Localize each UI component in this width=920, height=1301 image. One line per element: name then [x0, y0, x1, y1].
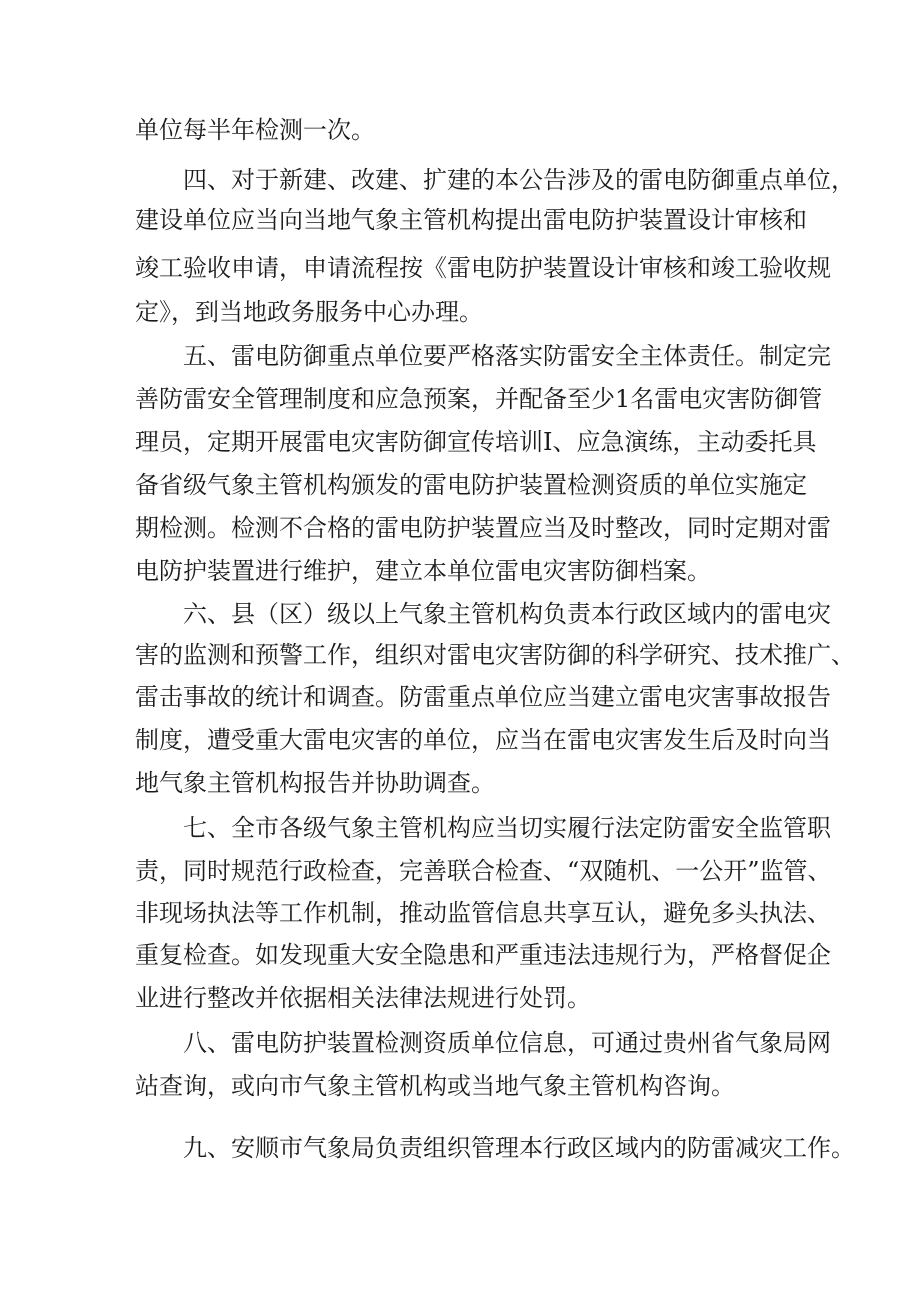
text-line: 责，同时规范行政检查，完善联合检查、“双随机、一公开”监管、 — [135, 857, 832, 885]
text-line: 四、对于新建、改建、扩建的本公告涉及的雷电防御重点单位， — [183, 166, 855, 194]
text-line: 电防护装置进行维护，建立本单位雷电灾害防御档案。 — [135, 557, 711, 585]
text-line: 善防雷安全管理制度和应急预案，并配备至少1名雷电灾害防御管 — [135, 385, 823, 413]
text-line: 竣工验收申请，申请流程按《雷电防护装置设计审核和竣工验收规 — [135, 254, 831, 282]
text-line: 备省级气象主管机构颁发的雷电防护装置检测资质的单位实施定 — [135, 471, 807, 499]
text-line: 九、安顺市气象局负责组织管理本行政区域内的防雷减灾工作。 — [183, 1134, 855, 1162]
text-line: 站查询，或向市气象主管机构或当地气象主管机构咨询。 — [135, 1072, 735, 1100]
text-line: 理员，定期开展雷电灾害防御宣传培训I、应急演练，主动委托具 — [135, 428, 817, 456]
text-line: 五、雷电防御重点单位要严格落实防雷安全主体责任。制定完 — [183, 342, 831, 370]
text-line: 重复检查。如发现重大安全隐患和严重违法违规行为，严格督促企 — [135, 941, 831, 969]
text-line: 六、县（区）级以上气象主管机构负责本行政区域内的雷电灾 — [183, 600, 831, 628]
text-line: 制度，遭受重大雷电灾害的单位，应当在雷电灾害发生后及时向当 — [135, 726, 831, 754]
text-line: 业进行整改并依据相关法律法规进行处罚。 — [135, 984, 591, 1012]
text-line: 雷击事故的统计和调查。防雷重点单位应当建立雷电灾害事故报告 — [135, 683, 831, 711]
text-line: 建设单位应当向当地气象主管机构提出雷电防护装置设计审核和 — [135, 206, 807, 234]
text-line: 非现场执法等工作机制，推动监管信息共享互认，避免多头执法、 — [135, 899, 831, 927]
text-line: 定》，到当地政务服务中心办理。 — [135, 298, 483, 326]
text-line: 害的监测和预警工作，组织对雷电灾害防御的科学研究、技术推广、 — [135, 641, 855, 669]
text-line: 单位每半年检测一次。 — [135, 116, 375, 144]
text-line: 七、全市各级气象主管机构应当切实履行法定防雷安全监管职 — [183, 814, 831, 842]
text-line: 八、雷电防护装置检测资质单位信息，可通过贵州省气象局网 — [183, 1029, 831, 1057]
text-line: 地气象主管机构报告并协助调查。 — [135, 769, 495, 797]
text-line: 期检测。检测不合格的雷电防护装置应当及时整改，同时定期对雷 — [135, 514, 831, 542]
